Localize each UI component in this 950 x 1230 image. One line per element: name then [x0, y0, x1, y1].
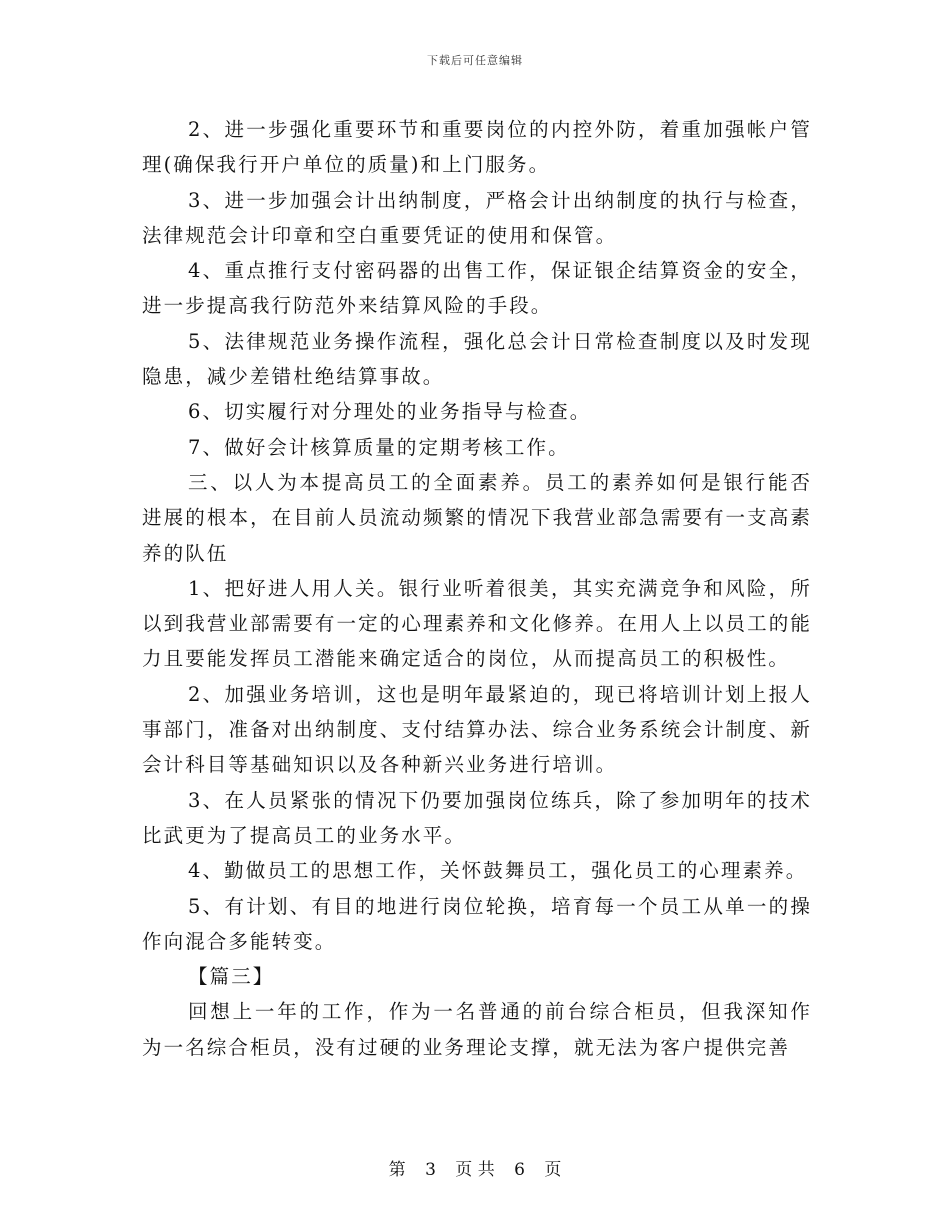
section-heading-paragraph: 三、以人为本提高员工的全面素养。员工的素养如何是银行能否进展的根本，在目前人员流动频繁的情况下我营业部急需要有一支高素养的队伍 [142, 470, 812, 565]
paragraph: 7、做好会计核算质量的定期考核工作。 [188, 435, 570, 459]
footer-total-pages: 6 [514, 1160, 525, 1180]
paragraph: 5、有计划、有目的地进行岗位轮换，培育每一个员工从单一的操作向混合多能转变。 [142, 894, 812, 953]
paragraph: 3、在人员紧张的情况下仍要加强岗位练兵，除了参加明年的技术比武更为了提高员工的业务水平。 [142, 788, 812, 847]
page-footer [0, 1155, 950, 1180]
header-note: 下载后可任意编辑 [427, 54, 523, 67]
paragraph: 4、重点推行支付密码器的出售工作，保证银企结算资金的安全，进一步提高我行防范外来结算风险的手段。 [142, 259, 812, 318]
footer-suffix: 页 [544, 1160, 562, 1180]
footer-prefix: 第 [388, 1160, 406, 1180]
paragraph: 2、进一步强化重要环节和重要岗位的内控外防，着重加强帐户管理(确保我行开户单位的质量)和上门服务。 [142, 118, 812, 177]
footer-middle: 页 共 [455, 1160, 495, 1180]
paragraph: 3、进一步加强会计出纳制度，严格会计出纳制度的执行与检查，法律规范会计印章和空白重要凭证的使用和保管。 [142, 188, 812, 247]
paragraph: 6、切实履行对分理处的业务指导与检查。 [188, 400, 592, 424]
paragraph: 5、法律规范业务操作流程，强化总会计日常检查制度以及时发现隐患，减少差错杜绝结算事故。 [142, 329, 812, 389]
footer-page-number: 3 [425, 1160, 436, 1180]
paragraph: 4、勤做员工的思想工作，关怀鼓舞员工，强化员工的心理素养。 [188, 859, 808, 883]
paragraph: 回想上一年的工作，作为一名普通的前台综合柜员，但我深知作为一名综合柜员，没有过硬的业务理论支撑，就无法为客户提供完善 [142, 1000, 812, 1059]
paragraph: 2、加强业务培训，这也是明年最紧迫的，现已将培训计划上报人事部门，准备对出纳制度、支付结算办法、综合业务系统会计制度、新会计科目等基础知识以及各种新兴业务进行培训。 [142, 682, 812, 777]
paragraph: 1、把好进人用人关。银行业听着很美，其实充满竞争和风险，所以到我营业部需要有一定的心理素养和文化修养。在用人上以员工的能力且要能发挥员工潜能来确定适合的岗位，从而提高员工的积极性。 [142, 576, 812, 671]
document-body [142, 112, 812, 1065]
section-title: 【篇三】 [188, 965, 275, 989]
